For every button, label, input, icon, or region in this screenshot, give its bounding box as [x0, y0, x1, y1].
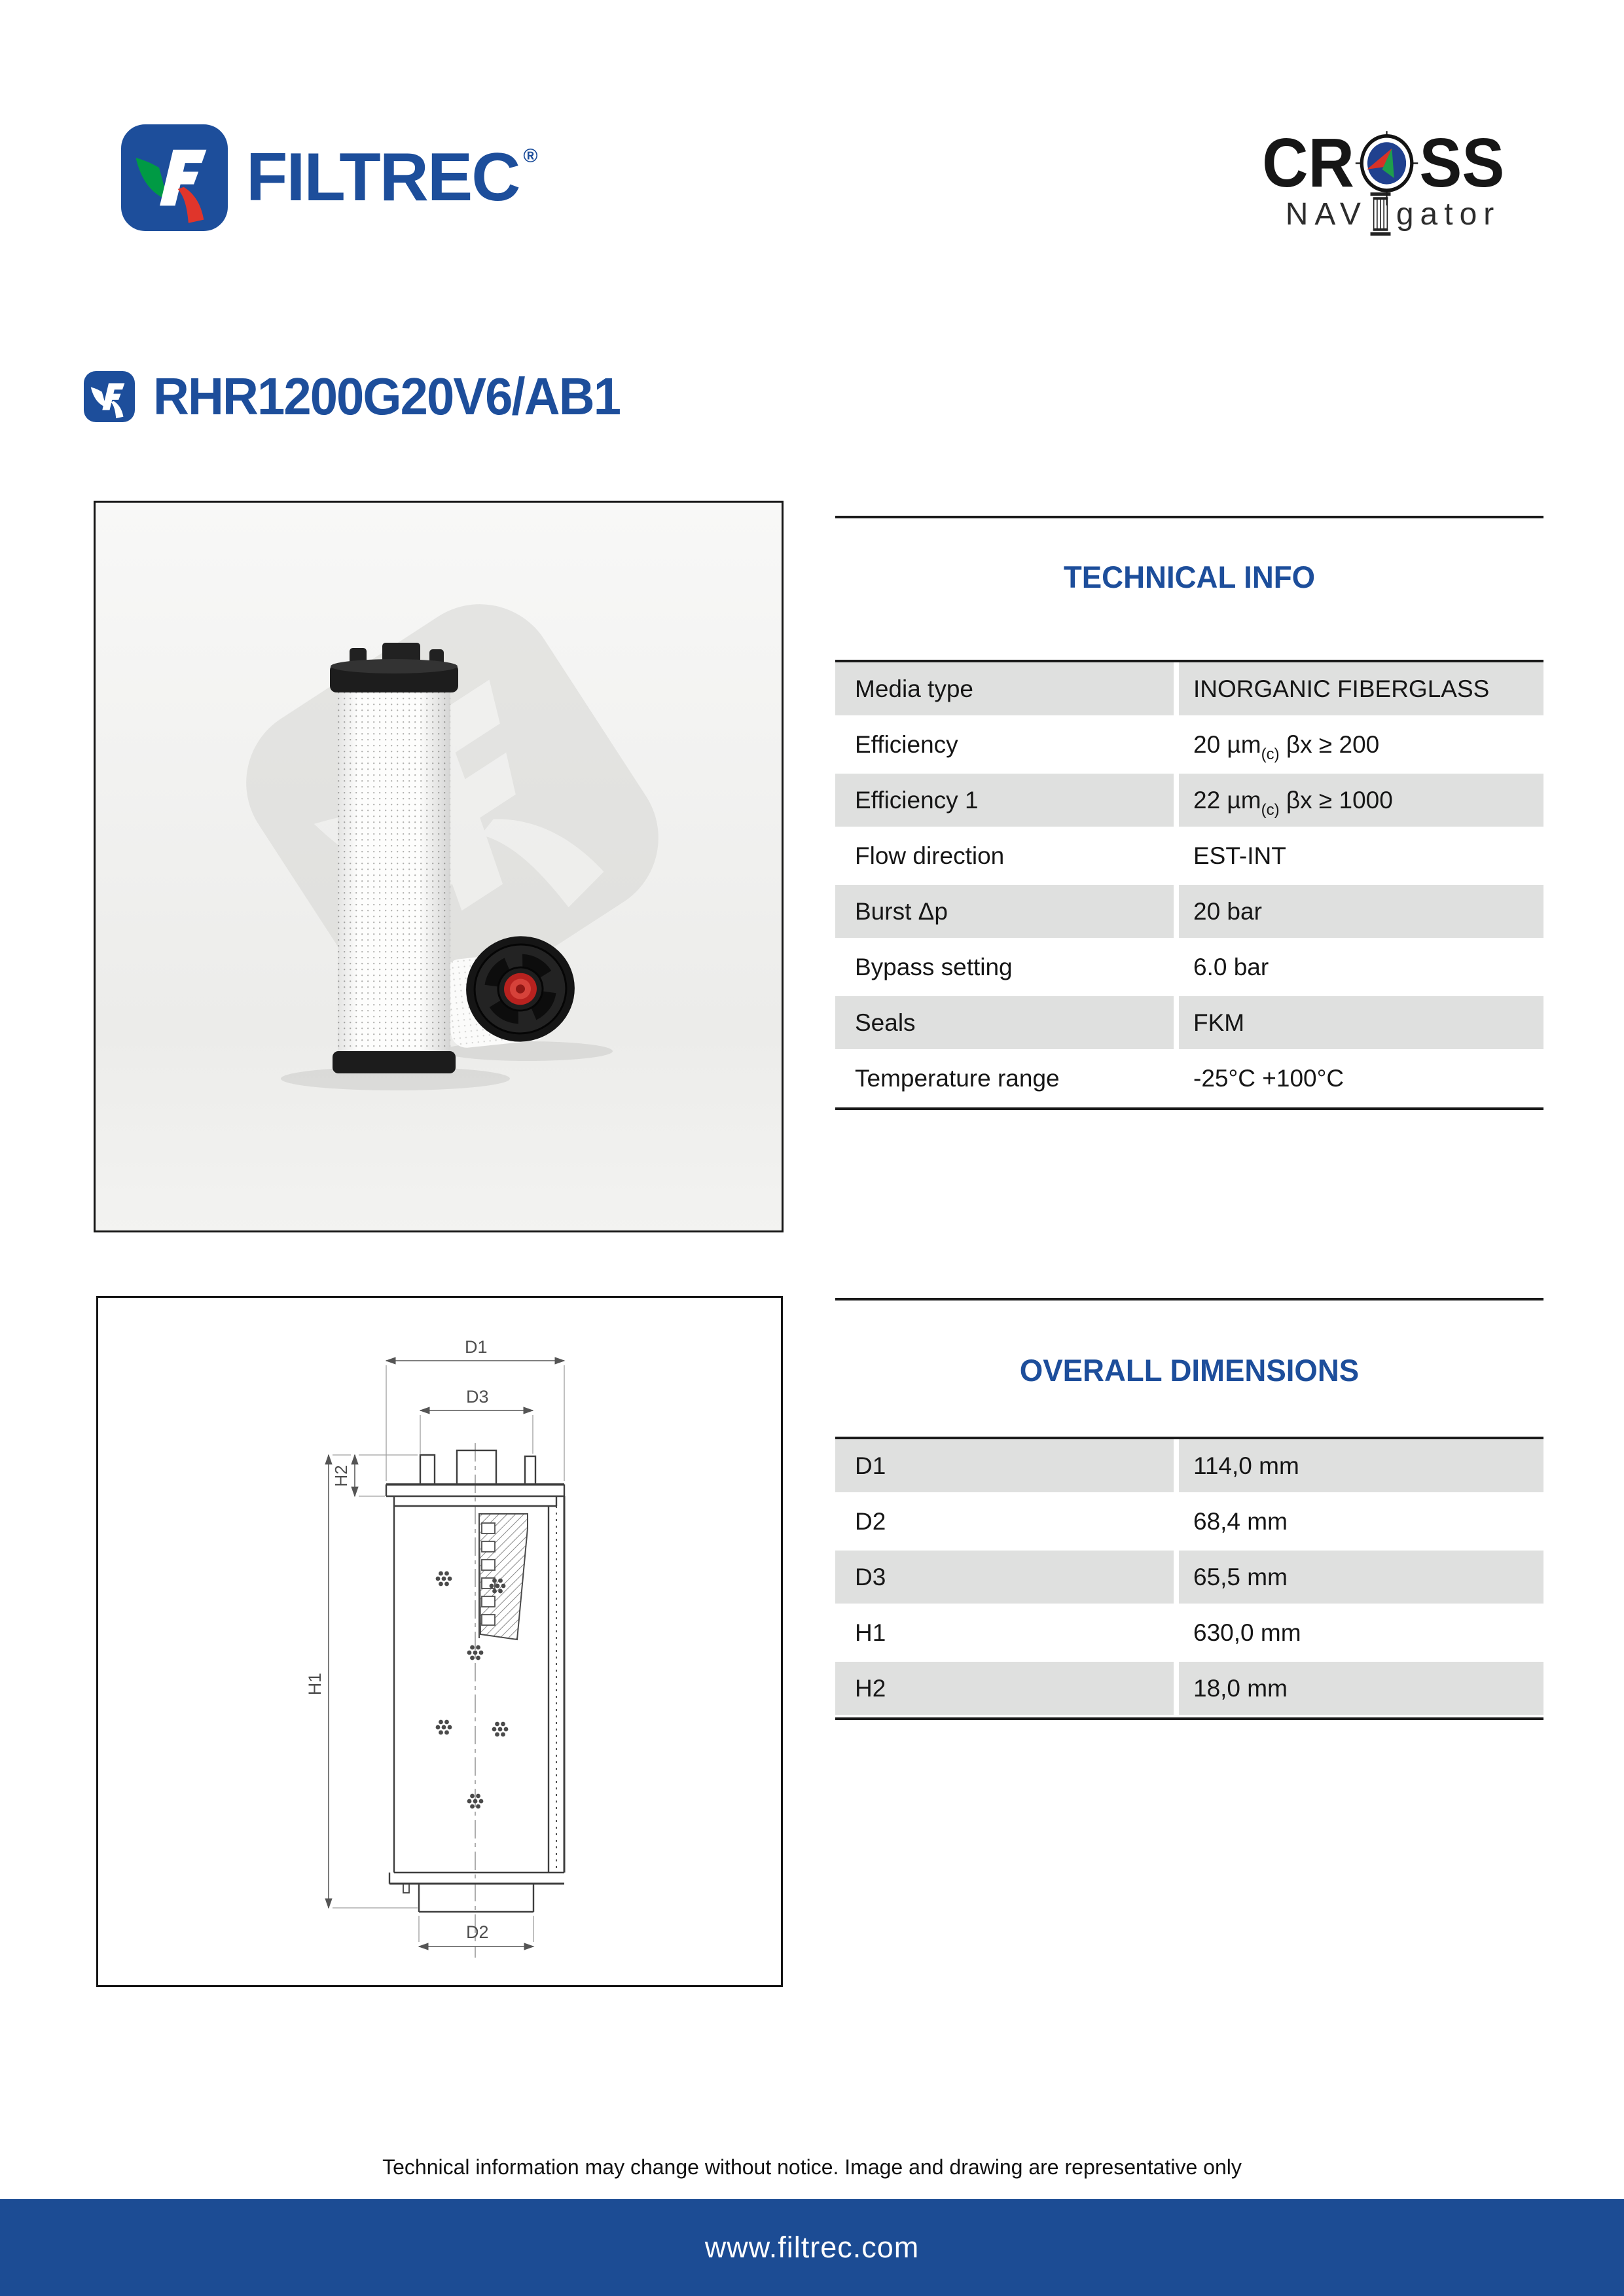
row-value: INORGANIC FIBERGLASS	[1193, 675, 1490, 702]
dimension-label-d3: D3	[466, 1387, 489, 1407]
product-code: RHR1200G20V6/AB1	[153, 367, 621, 425]
product-photo	[96, 503, 784, 1232]
dimension-label-d2: D2	[466, 1922, 489, 1942]
row-value: 6.0 bar	[1193, 953, 1269, 980]
row-label: H1	[855, 1619, 886, 1646]
gator-text: gator	[1396, 196, 1501, 232]
standing-filter-element	[330, 643, 458, 1073]
technical-info-top-rule	[835, 516, 1543, 518]
row-value: 630,0 mm	[1193, 1619, 1301, 1646]
row-label: Bypass setting	[855, 953, 1013, 980]
table-row	[835, 829, 1543, 885]
row-label: Media type	[855, 675, 973, 702]
row-value: -25°C +100°C	[1193, 1064, 1344, 1092]
table-row	[835, 1606, 1543, 1662]
row-label: H2	[855, 1674, 886, 1702]
row-label: Flow direction	[855, 842, 1005, 869]
compass-icon	[1356, 130, 1418, 207]
row-label: Temperature range	[855, 1064, 1060, 1092]
filtrec-mark-icon	[84, 371, 135, 422]
disclaimer-text: Technical information may change without notice. Image and drawing are representative only	[382, 2155, 1242, 2179]
row-label: Seals	[855, 1009, 916, 1036]
row-value: 18,0 mm	[1193, 1674, 1288, 1702]
row-label: D1	[855, 1452, 886, 1479]
product-photo-box	[94, 501, 784, 1232]
row-value: 114,0 mm	[1193, 1452, 1299, 1479]
table-row	[835, 1439, 1543, 1495]
overall-dimensions-top-rule	[835, 1298, 1543, 1300]
filtrec-logo-icon	[121, 124, 228, 231]
row-value: 22 µm	[1193, 786, 1261, 814]
cross-navigator-logo	[1249, 124, 1517, 236]
cross-wordmark	[1261, 124, 1505, 202]
technical-info-table	[835, 660, 1543, 1110]
table-row	[835, 885, 1543, 941]
filtrec-wordmark: FILTREC ®	[246, 139, 537, 215]
technical-drawing-box	[96, 1296, 783, 1987]
row-value: 68,4 mm	[1193, 1507, 1288, 1535]
product-title-row	[84, 367, 645, 427]
table-row: Efficiency 20 µm (c) βx ≥ 200	[855, 730, 1380, 763]
registered-mark-icon: ®	[523, 145, 537, 167]
row-value: FKM	[1193, 1009, 1245, 1036]
bypass-valve-section	[479, 1514, 528, 1640]
row-label: Efficiency	[855, 730, 958, 758]
row-label: D3	[855, 1563, 886, 1590]
dimension-d3	[420, 1410, 533, 1454]
dimension-h1	[329, 1455, 418, 1908]
table-row	[835, 1052, 1543, 1107]
row-label: Efficiency 1	[855, 786, 979, 814]
table-row	[835, 1551, 1543, 1606]
row-value: 65,5 mm	[1193, 1563, 1288, 1590]
dimension-d1	[386, 1361, 564, 1481]
row-label: Burst Δp	[855, 897, 948, 925]
technical-drawing	[98, 1298, 785, 1989]
table-row	[835, 1495, 1543, 1551]
bottom-end-cap	[333, 1051, 456, 1073]
row-label: D2	[855, 1507, 886, 1535]
dimension-label-h2: H2	[331, 1465, 351, 1487]
table-row	[835, 662, 1543, 718]
filtrec-logo	[121, 124, 536, 231]
table-row: Efficiency 1 22 µm (c) βx ≥ 1000	[835, 774, 1543, 829]
cross-text-right: SS	[1419, 124, 1505, 202]
overall-dimensions-table	[835, 1437, 1543, 1720]
overall-dimensions-title: OVERALL DIMENSIONS	[1019, 1353, 1360, 1388]
row-value: EST-INT	[1193, 842, 1286, 869]
dimension-label-h1: H1	[305, 1672, 325, 1696]
table-row	[835, 996, 1543, 1052]
technical-info-title: TECHNICAL INFO	[1063, 560, 1316, 594]
website-link[interactable]: www.filtrec.com	[704, 2231, 920, 2264]
dimension-label-d1: D1	[465, 1337, 488, 1357]
footer-bar	[0, 2199, 1624, 2296]
cross-text-left: CR	[1261, 124, 1354, 202]
nav-text: NAV	[1285, 196, 1367, 232]
row-value: 20 µm	[1193, 730, 1261, 758]
row-value: 20 bar	[1193, 897, 1262, 925]
table-row	[835, 941, 1543, 996]
table-row	[835, 1662, 1543, 1717]
